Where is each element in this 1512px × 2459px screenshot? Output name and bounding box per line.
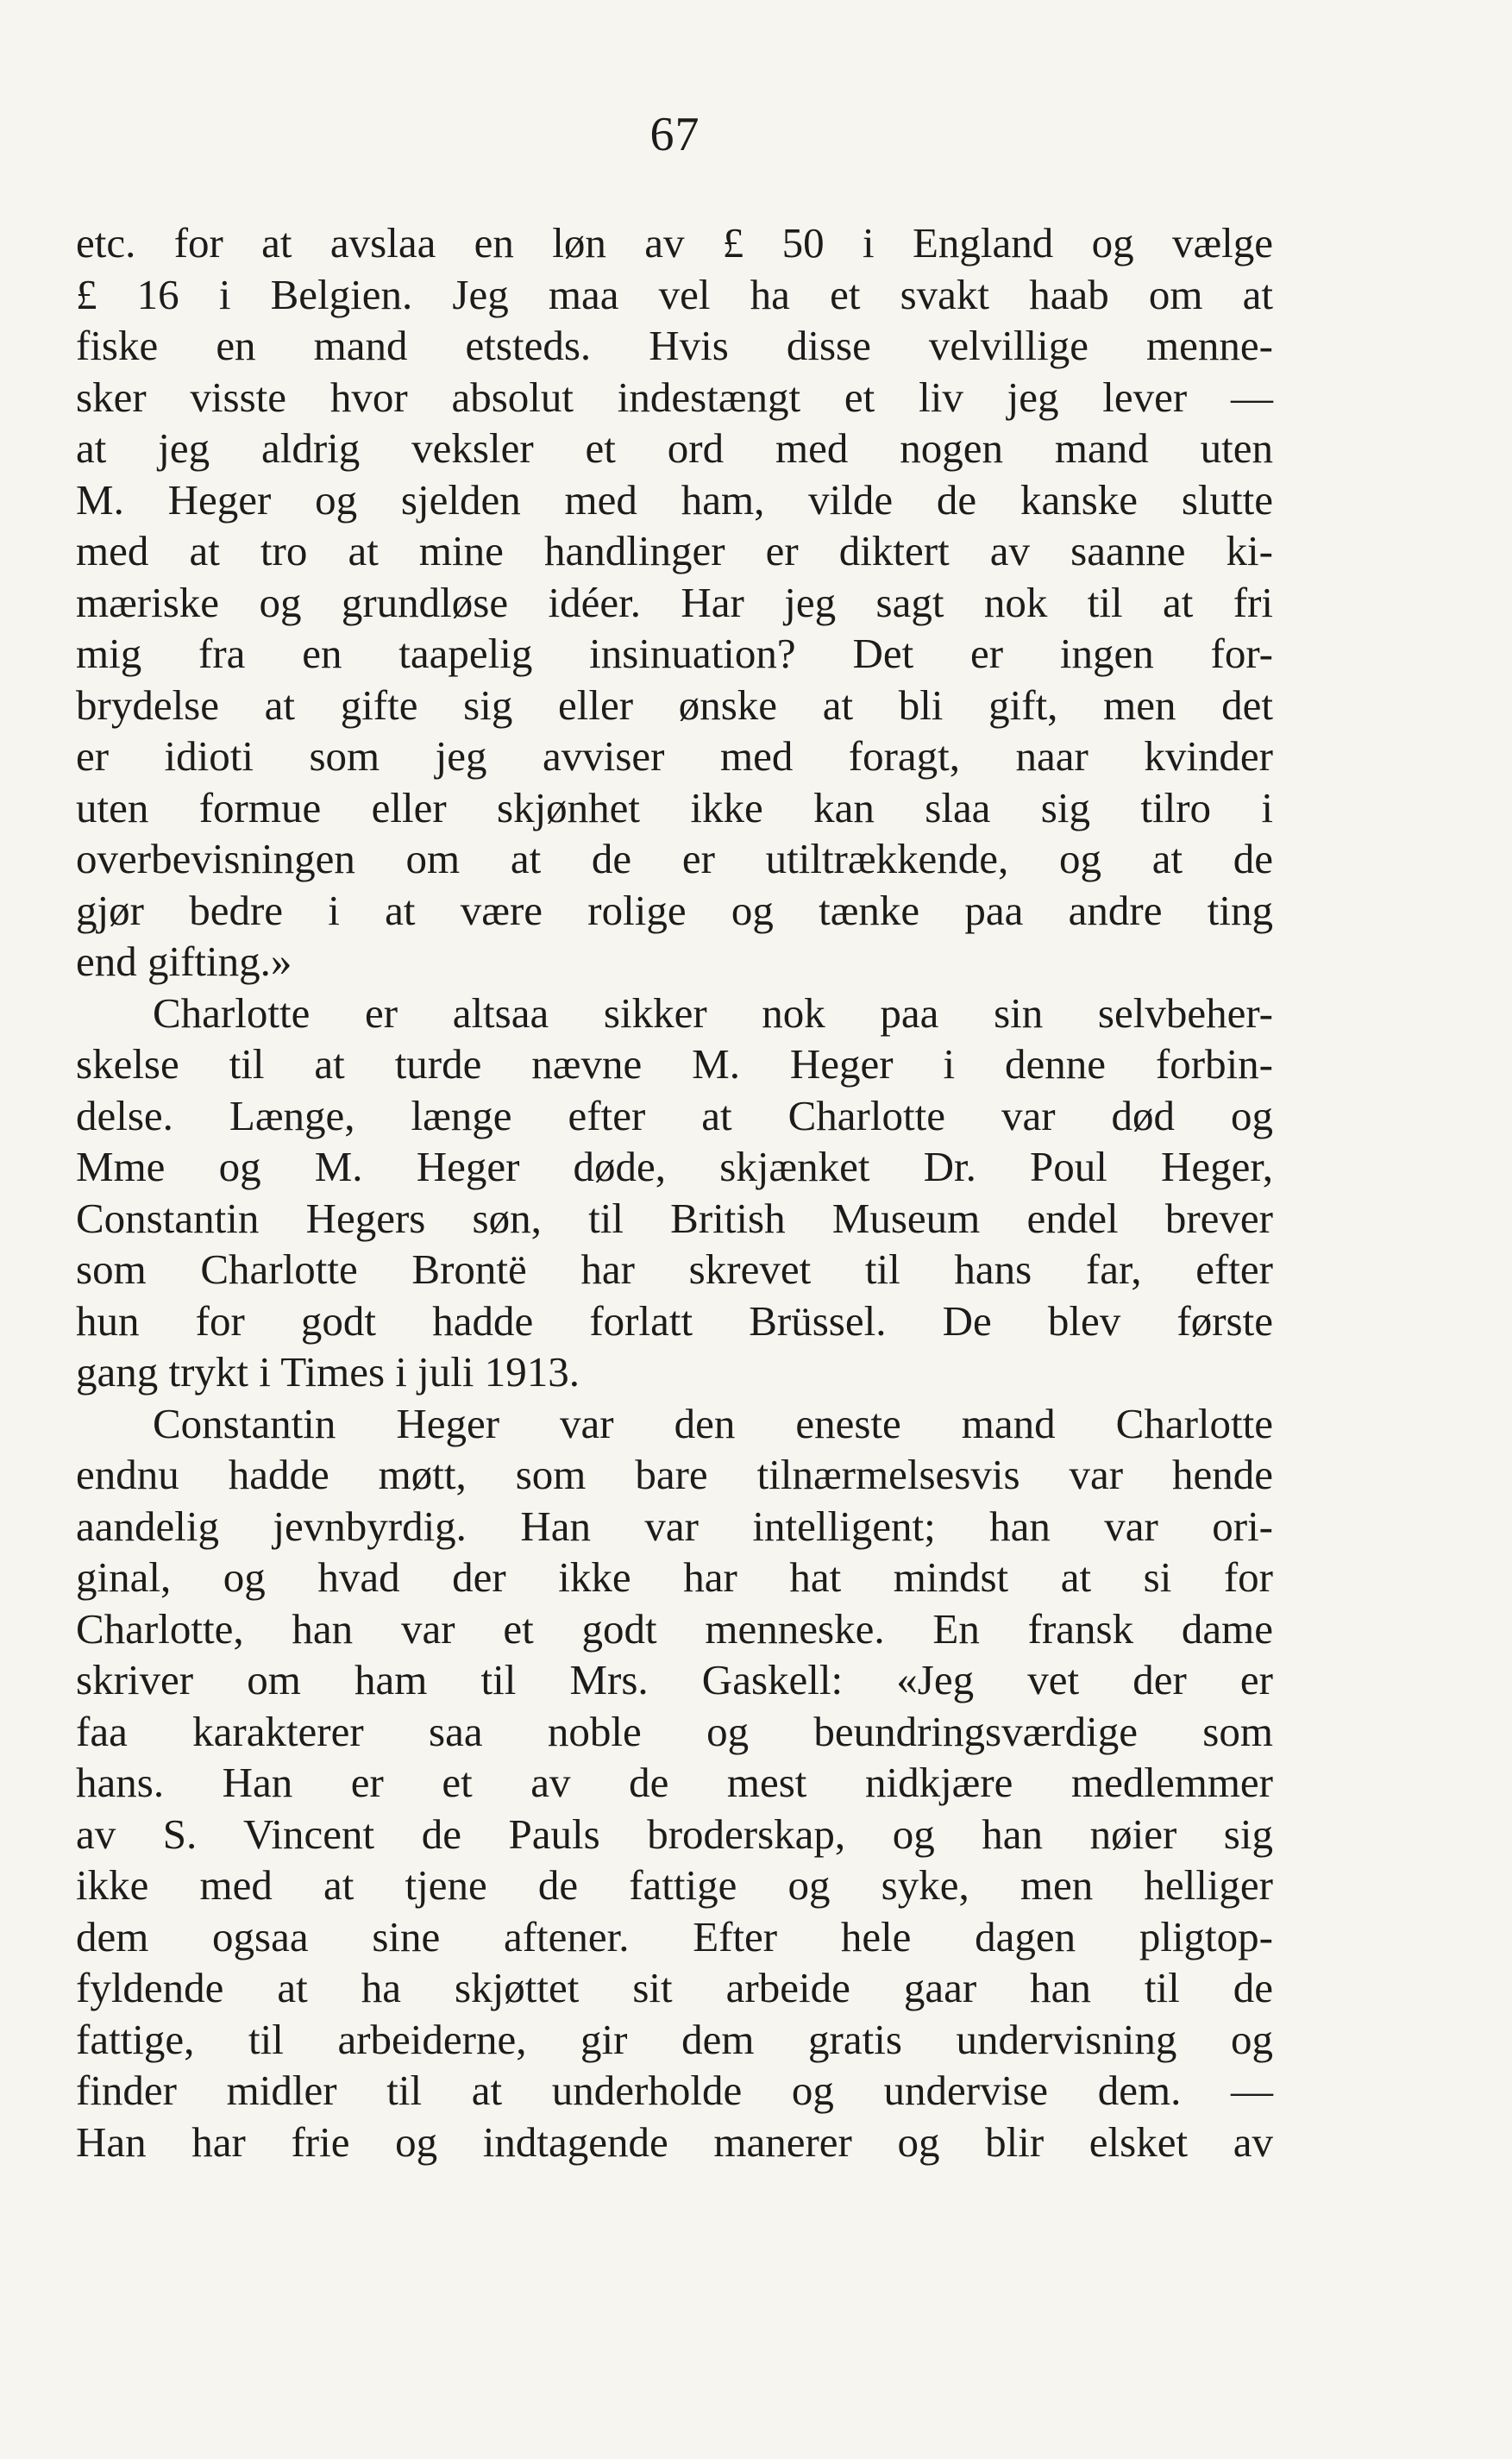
text-line: brydelse at gifte sig eller ønske at bli gift, men det <box>76 681 1273 729</box>
text-line: Charlotte er altsaa sikker nok paa sin selvbeher- <box>153 988 1273 1037</box>
text-line: fiske en mand etsteds. Hvis disse velvillige menne- <box>76 322 1273 369</box>
text-line: Constantin Heger var den eneste mand Charlotte <box>153 1399 1273 1447</box>
text-line: aandelig jevnbyrdig. Han var intelligent; han var ori- <box>76 1502 1273 1550</box>
body-text <box>76 217 1273 2167</box>
text-line: Han har frie og indtagende manerer og blir elsket av <box>76 2117 1273 2166</box>
text-line: delse. Længe, længe efter at Charlotte var død og <box>76 1091 1273 1139</box>
text-line: overbevisningen om at de er utiltrækkende, og at de <box>76 835 1273 882</box>
text-line: fyldende at ha skjøttet sit arbeide gaar han til de <box>76 1964 1273 2011</box>
text-line: at jeg aldrig veksler et ord med nogen mand uten <box>76 424 1273 472</box>
text-line: ikke med at tjene de fattige og syke, men helliger <box>76 1861 1273 1909</box>
text-line: sker visste hvor absolut indestængt et liv jeg lever — <box>76 373 1273 421</box>
text-line: uten formue eller skjønhet ikke kan slaa sig tilro i <box>76 783 1273 831</box>
text-line: gjør bedre i at være rolige og tænke paa andre ting <box>76 886 1273 934</box>
text-line: Charlotte, han var et godt menneske. En fransk dame <box>76 1604 1273 1653</box>
text-line: £ 16 i Belgien. Jeg maa vel ha et svakt haab om at <box>76 270 1273 318</box>
text-line: dem ogsaa sine aftener. Efter hele dagen pligtop- <box>76 1912 1273 1960</box>
page-number: 67 <box>649 108 700 161</box>
text-line: gang trykt i Times i juli 1913. <box>76 1348 580 1396</box>
text-line: fattige, til arbeiderne, gir dem gratis undervisning og <box>76 2015 1273 2063</box>
text-line: endnu hadde møtt, som bare tilnærmelsesvis var hende <box>76 1451 1273 1498</box>
text-line: mæriske og grundløse idéer. Har jeg sagt nok til at fri <box>76 578 1273 626</box>
text-line: er idioti som jeg avviser med foragt, naar kvinder <box>76 732 1273 780</box>
text-line: etc. for at avslaa en løn av £ 50 i England og vælge <box>76 219 1273 267</box>
text-line: Constantin Hegers søn, til British Museum endel brever <box>76 1194 1273 1242</box>
text-line: skriver om ham til Mrs. Gaskell: «Jeg vet der er <box>76 1656 1273 1703</box>
text-line: mig fra en taapelig insinuation? Det er ingen for- <box>76 630 1273 677</box>
text-line: ginal, og hvad der ikke har hat mindst at si for <box>76 1553 1273 1601</box>
text-line: som Charlotte Brontë har skrevet til hans far, efter <box>76 1245 1273 1293</box>
text-line: end gifting.» <box>76 938 292 985</box>
text-line: faa karakterer saa noble og beundringsværdige som <box>76 1707 1273 1755</box>
text-line: finder midler til at underholde og undervise dem. — <box>76 2067 1273 2114</box>
text-line: skelse til at turde nævne M. Heger i denne forbin- <box>76 1040 1273 1088</box>
text-line: Mme og M. Heger døde, skjænket Dr. Poul Heger, <box>76 1143 1273 1190</box>
text-line: hans. Han er et av de mest nidkjære medlemmer <box>76 1759 1273 1806</box>
text-line: hun for godt hadde forlatt Brüssel. De blev første <box>76 1296 1273 1345</box>
text-line: M. Heger og sjelden med ham, vilde de kanske slutte <box>76 475 1273 524</box>
text-line: av S. Vincent de Pauls broderskap, og han nøier sig <box>76 1810 1273 1858</box>
text-line: med at tro at mine handlinger er diktert av saanne ki- <box>76 527 1273 574</box>
